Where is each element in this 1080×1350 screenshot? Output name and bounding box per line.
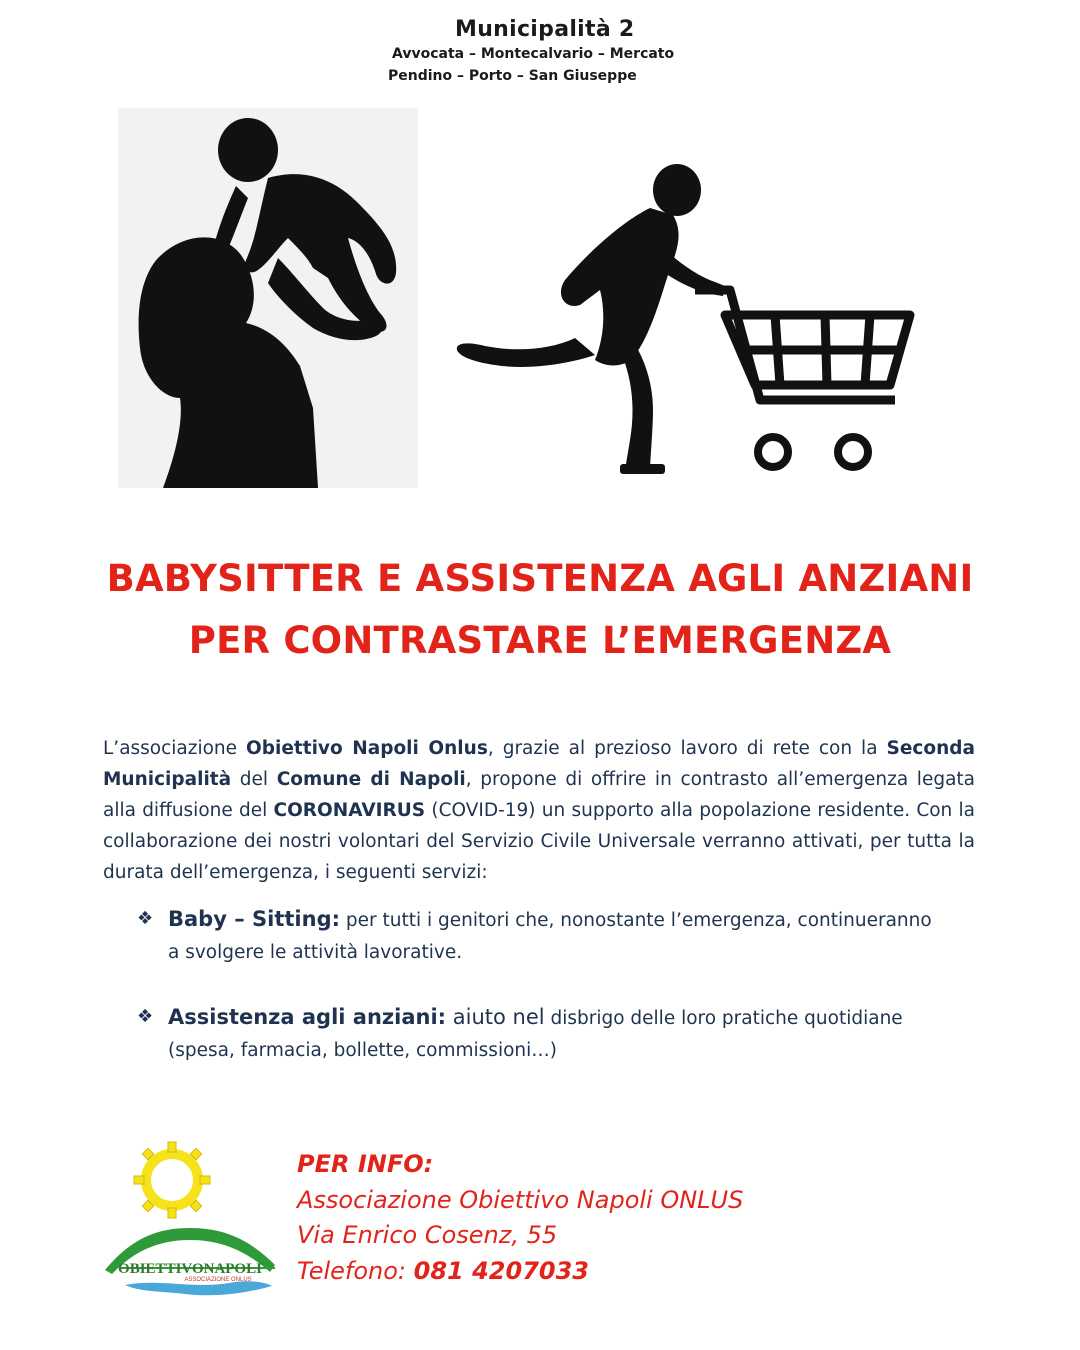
logo-wordmark: OBIETTIVONAPOLI: [118, 1261, 262, 1277]
info-phone-row: [297, 1254, 743, 1290]
headline-line2: PER CONTRASTARE L’EMERGENZA: [188, 619, 892, 662]
header-districts-line1: Avvocata – Montecalvario – Mercato: [392, 46, 675, 62]
intro-text-2: , grazie al prezioso lavoro di rete con la: [487, 738, 887, 759]
info-phone-label: Telefono:: [297, 1256, 414, 1285]
diamond-bullet-icon: ❖: [137, 908, 154, 929]
info-phone-number: 081 4207033: [413, 1256, 589, 1285]
coronavirus-bold: CORONAVIRUS: [273, 800, 426, 821]
city-bold: Comune di Napoli: [276, 769, 466, 790]
intro-text-4: , propone di offrire in contrasto all’emergenza legata alla diffusione del: [103, 769, 976, 821]
intro-text-3: del: [231, 769, 277, 790]
logo-subtitle: ASSOCIAZIONE ONLUS: [184, 1277, 252, 1283]
mother-child-silhouette-image: [118, 108, 418, 488]
elderly-assistance-title: Assistenza agli anziani:: [168, 1005, 447, 1029]
contact-info: [297, 1147, 743, 1289]
babysitting-text: per tutti i genitori che, nonostante l’emergenza, continueranno a svolgere le attività lavorative.: [168, 910, 932, 963]
intro-text-1: L’associazione: [103, 738, 247, 759]
info-organization: Associazione Obiettivo Napoli ONLUS: [297, 1185, 744, 1214]
header-districts-line2: Pendino – Porto – San Giuseppe: [388, 68, 637, 84]
intro-paragraph: [103, 733, 975, 888]
elderly-assistance-text: disbrigo delle loro pratiche quotidiane (spesa, farmacia, bollette, commissioni…): [168, 1008, 903, 1061]
info-address: Via Enrico Cosenz, 55: [297, 1221, 558, 1249]
header-title: Municipalità 2: [455, 17, 635, 42]
municipality-bold: Seconda Municipalità: [103, 738, 975, 790]
main-headline: [0, 548, 1080, 672]
org-name-bold: Obiettivo Napoli Onlus: [246, 738, 488, 759]
babysitting-title: Baby – Sitting:: [168, 907, 340, 931]
shopping-cart-silhouette-image: [455, 160, 925, 480]
info-heading: PER INFO:: [297, 1150, 434, 1178]
obiettivo-napoli-logo: [100, 1140, 280, 1300]
intro-text-5: (COVID-19) un supporto alla popolazione residente. Con la collaborazione dei nostri volontari del Servizio Civile Universale verranno attivati, per tutta la durata dell’emergenza, i seguenti servizi:: [103, 800, 975, 883]
diamond-bullet-icon: ❖: [137, 1006, 154, 1027]
elderly-assistance-mid: aiuto nel: [446, 1005, 545, 1029]
headline-line1: BABYSITTER E ASSISTENZA AGLI ANZIANI: [106, 557, 974, 600]
